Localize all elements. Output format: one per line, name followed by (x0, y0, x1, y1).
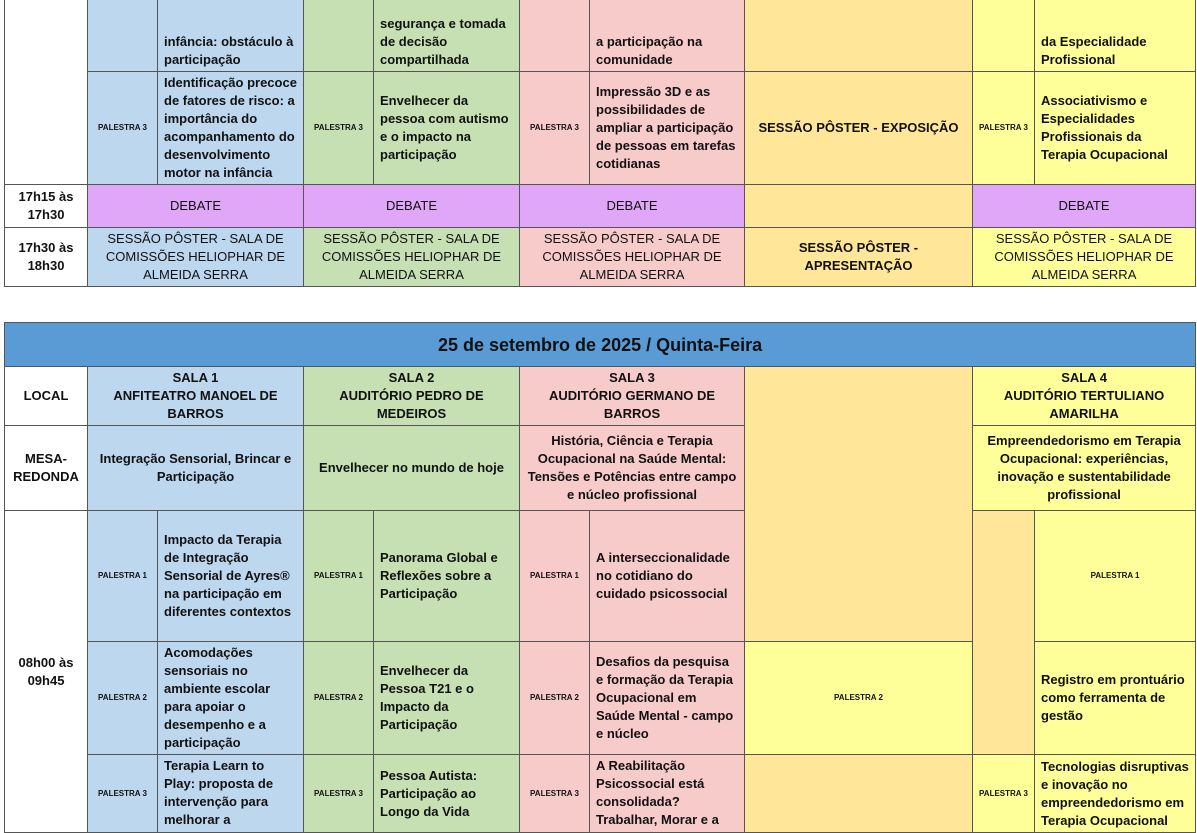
table-row (5, 426, 1196, 511)
palestra-label: PALESTRA 2 (88, 642, 158, 755)
local-label: LOCAL (5, 367, 88, 426)
palestra-title: Tecnologias disruptivas e inovação no empreendedorismo em Terapia Ocupacional (1035, 755, 1196, 833)
time-cell: 08h00 às 09h45 (5, 511, 88, 833)
sala-header: SALA 2 AUDITÓRIO PEDRO DE MEDEIROS (304, 367, 520, 426)
palestra-title: da Especialidade Profissional (1035, 0, 1196, 72)
palestra-title: Impacto da Terapia de Integração Sensorial de Ayres® na participação em diferentes contextos (158, 511, 304, 642)
palestra-title: Acomodações sensoriais no ambiente escolar para apoiar o desempenho e a participação (158, 642, 304, 755)
mesa-redonda-title: Envelhecer no mundo de hoje (304, 426, 520, 511)
debate-cell: DEBATE (304, 185, 520, 228)
table-row (5, 185, 1196, 228)
poster-cell (745, 185, 973, 228)
schedule-table-previous-day (4, 0, 1196, 287)
palestra-title: Impressão 3D e as possibilidades de ampliar a participação de pessoas em tarefas cotidianas (590, 72, 745, 185)
table-row (5, 323, 1196, 367)
palestra-label: PALESTRA 1 (520, 511, 590, 642)
palestra-title: Envelhecer da pessoa com autismo e o impacto na participação (374, 72, 520, 185)
palestra-label: PALESTRA 3 (304, 72, 374, 185)
palestra-title: A Reabilitação Psicossocial está consolidada? Trabalhar, Morar e a (590, 755, 745, 833)
table-row (5, 511, 1196, 642)
table-row (5, 228, 1196, 287)
palestra-title: Terapia Learn to Play: proposta de intervenção para melhorar a (158, 755, 304, 833)
palestra-label (304, 0, 374, 72)
palestra-label: PALESTRA 3 (520, 755, 590, 833)
palestra-label: PALESTRA 3 (88, 72, 158, 185)
palestra-title: Registro em prontuário como ferramenta de gestão (1035, 642, 1196, 755)
palestra-label: PALESTRA 2 (745, 642, 973, 755)
palestra-label: PALESTRA 1 (1035, 511, 1196, 642)
debate-cell: DEBATE (520, 185, 745, 228)
palestra-label (520, 0, 590, 72)
palestra-title: Envelhecer da Pessoa T21 e o Impacto da Participação (374, 642, 520, 755)
time-cell (5, 0, 88, 185)
time-cell: 17h15 às 17h30 (5, 185, 88, 228)
palestra-title: Associativismo e Especialidades Profissionais da Terapia Ocupacional (1035, 72, 1196, 185)
palestra-title: Desafios da pesquisa e formação da Terapia Ocupacional em Saúde Mental - campo e núcleo (590, 642, 745, 755)
sessao-poster-sala: SESSÃO PÔSTER - SALA DE COMISSÕES HELIOPHAR DE ALMEIDA SERRA (520, 228, 745, 287)
poster-cell (745, 0, 973, 72)
mesa-redonda-title: Integração Sensorial, Brincar e Participação (88, 426, 304, 511)
sessao-poster-sala: SESSÃO PÔSTER - SALA DE COMISSÕES HELIOPHAR DE ALMEIDA SERRA (304, 228, 520, 287)
palestra-label: PALESTRA 1 (88, 511, 158, 642)
palestra-label: PALESTRA 3 (88, 755, 158, 833)
poster-column (745, 367, 973, 642)
schedule-table-day (4, 322, 1196, 833)
poster-exposicao: SESSÃO PÔSTER - EXPOSIÇÃO (745, 72, 973, 185)
palestra-label: PALESTRA 3 (520, 72, 590, 185)
mesa-redonda-title: Empreendedorismo em Terapia Ocupacional: experiências, inovação e sustentabilidade profissional (973, 426, 1196, 511)
mesa-redonda-title: História, Ciência e Terapia Ocupacional na Saúde Mental: Tensões e Potências entre campo e núcleo profissional (520, 426, 745, 511)
debate-cell: DEBATE (88, 185, 304, 228)
poster-apresentacao: SESSÃO PÔSTER - APRESENTAÇÃO (745, 228, 973, 287)
palestra-title: a participação na comunidade (590, 0, 745, 72)
palestra-title: Pessoa Autista: Participação ao Longo da Vida (374, 755, 520, 833)
palestra-title: Identificação precoce de fatores de risco: a importância do acompanhamento do desenvolvimento motor na infância (158, 72, 304, 185)
sessao-poster-sala: SESSÃO PÔSTER - SALA DE COMISSÕES HELIOPHAR DE ALMEIDA SERRA (973, 228, 1196, 287)
mesa-label: MESA-REDONDA (5, 426, 88, 511)
sessao-poster-sala: SESSÃO PÔSTER - SALA DE COMISSÕES HELIOPHAR DE ALMEIDA SERRA (88, 228, 304, 287)
palestra-label: PALESTRA 2 (520, 642, 590, 755)
table-row (5, 0, 1196, 72)
debate-cell: DEBATE (973, 185, 1196, 228)
palestra-label: PALESTRA 1 (304, 511, 374, 642)
palestra-label: PALESTRA 3 (304, 755, 374, 833)
sala-header: SALA 1 ANFITEATRO MANOEL DE BARROS (88, 367, 304, 426)
palestra-label (973, 0, 1035, 72)
palestra-title: Panorama Global e Reflexões sobre a Participação (374, 511, 520, 642)
palestra-title: segurança e tomada de decisão compartilhada (374, 0, 520, 72)
palestra-label: PALESTRA 2 (304, 642, 374, 755)
palestra-title: A interseccionalidade no cotidiano do cuidado psicossocial (590, 511, 745, 642)
day-title: 25 de setembro de 2025 / Quinta-Feira (5, 323, 1196, 367)
table-row (5, 72, 1196, 185)
table-row (5, 755, 1196, 833)
sala-header: SALA 4 AUDITÓRIO TERTULIANO AMARILHA (973, 367, 1196, 426)
palestra-label (88, 0, 158, 72)
poster-column (745, 755, 973, 833)
time-cell: 17h30 às 18h30 (5, 228, 88, 287)
sala-header: SALA 3 AUDITÓRIO GERMANO DE BARROS (520, 367, 745, 426)
poster-column (973, 511, 1035, 755)
palestra-label: PALESTRA 3 (973, 755, 1035, 833)
table-row (5, 367, 1196, 426)
palestra-label: PALESTRA 3 (973, 72, 1035, 185)
palestra-title: infância: obstáculo à participação (158, 0, 304, 72)
